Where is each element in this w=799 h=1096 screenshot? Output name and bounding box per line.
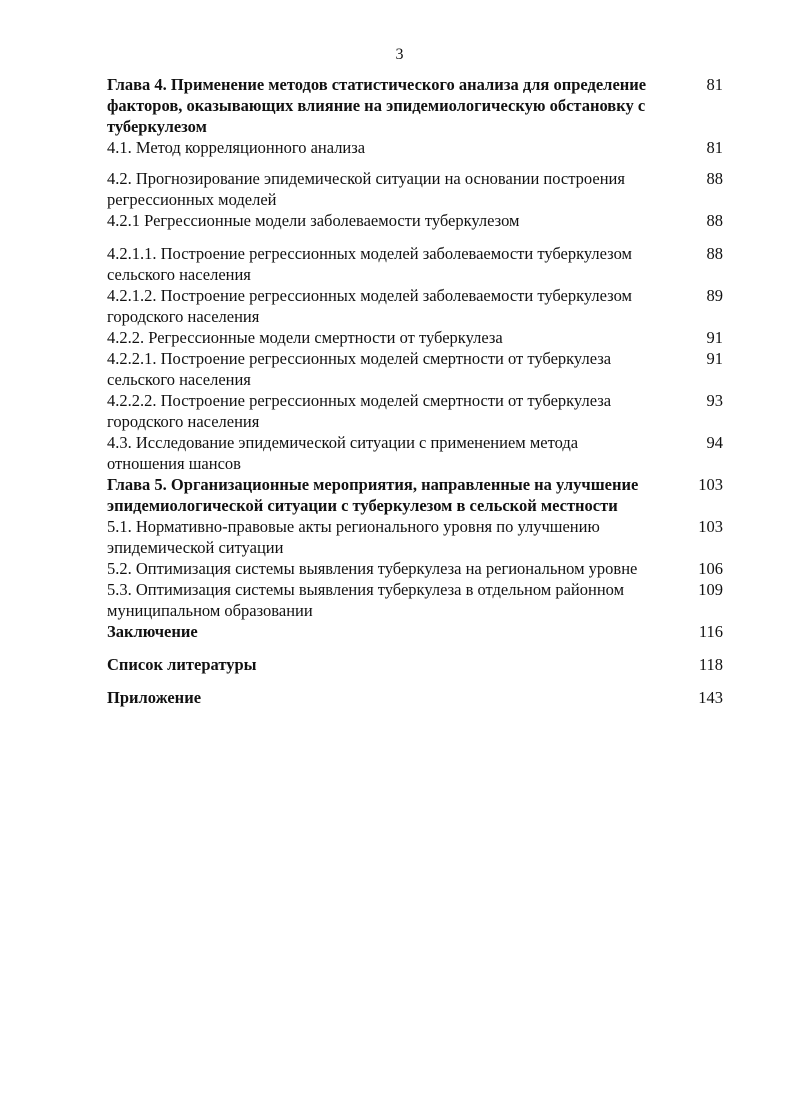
toc-entry-references	[107, 654, 723, 675]
toc-entry-page: 103	[698, 475, 723, 494]
toc-entry-title: Глава 4. Применение методов статистического анализа для определение факторов, оказывающих влияние на эпидемиологическую обстановку с туберкулезом	[107, 75, 647, 136]
toc-entry-4-2-2-1	[107, 348, 723, 390]
toc-entry-4-2-2	[107, 327, 723, 348]
toc-entry-5-3	[107, 579, 723, 621]
toc-entry-4-2-1-2	[107, 285, 723, 327]
toc-entry-page: 103	[698, 517, 723, 536]
toc-entry-title: 4.2.1.1. Построение регрессионных моделей заболеваемости туберкулезом сельского населения	[107, 244, 632, 284]
toc-entry-page: 88	[706, 244, 723, 263]
toc-entry-page: 91	[706, 328, 723, 347]
table-of-contents	[107, 74, 723, 708]
toc-entry-page: 81	[706, 138, 723, 157]
toc-entry-page: 94	[706, 433, 723, 452]
toc-entry-5-1	[107, 516, 723, 558]
toc-entry-4-1	[107, 137, 723, 158]
toc-entry-page: 93	[706, 391, 723, 410]
toc-entry-chapter-5	[107, 474, 723, 516]
toc-entry-page: 109	[698, 580, 723, 599]
toc-entry-title: Глава 5. Организационные мероприятия, направленные на улучшение эпидемиологической ситуации с туберкулезом в сельской местности	[107, 475, 639, 515]
toc-entry-appendix	[107, 687, 723, 708]
toc-entry-4-2-1	[107, 210, 723, 231]
toc-entry-page: 81	[706, 75, 723, 94]
toc-entry-title: 4.2.2.2. Построение регрессионных моделей смертности от туберкулеза городского населения	[107, 391, 612, 431]
toc-entry-title: 5.1. Нормативно-правовые акты регионального уровня по улучшению эпидемической ситуации	[107, 517, 600, 557]
toc-entry-title: 4.2.2. Регрессионные модели смертности от туберкулеза	[107, 328, 503, 347]
toc-entry-title: Заключение	[107, 622, 198, 641]
toc-entry-title: 5.2. Оптимизация системы выявления туберкулеза на региональном уровне	[107, 559, 638, 578]
toc-entry-title: 4.2.2.1. Построение регрессионных моделей смертности от туберкулеза сельского населения	[107, 349, 612, 389]
toc-entry-page: 116	[698, 622, 723, 641]
toc-entry-4-3	[107, 432, 723, 474]
toc-entry-5-2	[107, 558, 723, 579]
toc-entry-title: 5.3. Оптимизация системы выявления туберкулеза в отдельном районном муниципальном образовании	[107, 580, 625, 620]
toc-entry-title: Приложение	[107, 688, 202, 707]
toc-entry-conclusion	[107, 621, 723, 642]
toc-entry-title: Список литературы	[107, 655, 257, 674]
toc-entry-page: 88	[706, 169, 723, 188]
toc-entry-4-2-1-1	[107, 243, 723, 285]
toc-entry-page: 143	[698, 688, 723, 707]
page-number: 3	[395, 46, 404, 63]
toc-entry-4-2-2-2	[107, 390, 723, 432]
toc-entry-chapter-4	[107, 74, 723, 137]
toc-entry-page: 89	[706, 286, 723, 305]
toc-entry-title: 4.2.1.2. Построение регрессионных моделей заболеваемости туберкулезом городского населения	[107, 286, 632, 326]
toc-entry-title: 4.2. Прогнозирование эпидемической ситуации на основании построения регрессионных моделей	[107, 169, 625, 209]
toc-entry-title: 4.2.1 Регрессионные модели заболеваемости туберкулезом	[107, 211, 520, 230]
toc-entry-4-2	[107, 168, 723, 210]
toc-entry-page: 106	[698, 559, 723, 578]
toc-entry-title: 4.3. Исследование эпидемической ситуации с применением метода отношения шансов	[107, 433, 579, 473]
toc-entry-page: 118	[698, 655, 723, 674]
toc-entry-page: 88	[706, 211, 723, 230]
toc-entry-page: 91	[706, 349, 723, 368]
toc-entry-title: 4.1. Метод корреляционного анализа	[107, 138, 366, 157]
